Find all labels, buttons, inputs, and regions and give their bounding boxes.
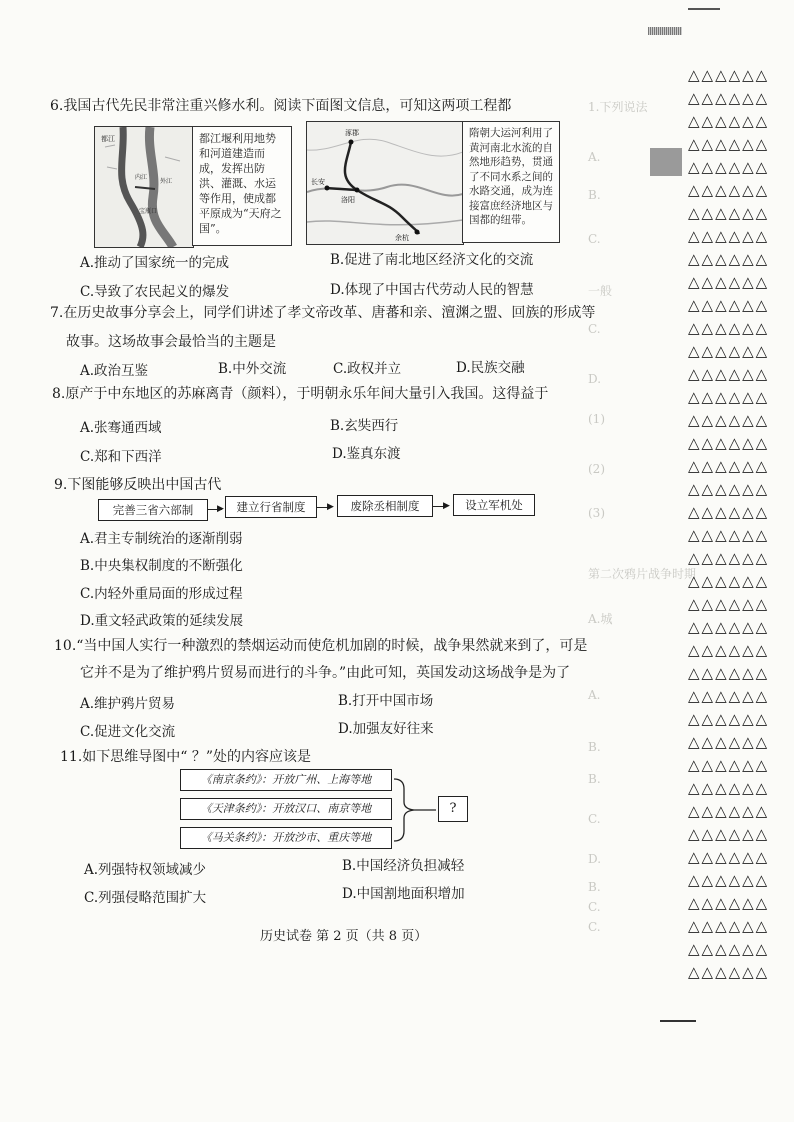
- grey-block: [650, 148, 682, 176]
- triangle-row: △△△△△△: [688, 894, 770, 912]
- mind-map-brace: [392, 769, 438, 851]
- triangle-row: △△△△△△: [688, 227, 770, 245]
- grand-canal-map: [306, 121, 464, 245]
- triangle-row: △△△△△△: [688, 411, 770, 429]
- map-label: 长安: [311, 178, 325, 186]
- triangle-row: △△△△△△: [688, 526, 770, 544]
- triangle-row: △△△△△△: [688, 940, 770, 958]
- option-d[interactable]: D.体现了中国古代劳动人民的智慧: [330, 282, 534, 298]
- triangle-row: △△△△△△: [688, 181, 770, 199]
- option-d[interactable]: D.鉴真东渡: [332, 446, 401, 462]
- mind-map-item-maguan: 《马关条约》：开放沙市、重庆等地: [180, 827, 392, 849]
- triangle-row: △△△△△△: [688, 365, 770, 383]
- bleed-text: 一般: [588, 284, 613, 298]
- bleed-text: 第二次鸦片战争时期: [588, 567, 697, 581]
- triangle-row: △△△△△△: [688, 135, 770, 153]
- option-d[interactable]: D.加强友好往来: [338, 721, 434, 737]
- scan-mark: [660, 1020, 696, 1022]
- option-c[interactable]: C.导致了农民起义的爆发: [80, 284, 230, 300]
- triangle-row: △△△△△△: [688, 848, 770, 866]
- triangle-row: △△△△△△: [688, 434, 770, 452]
- triangle-row: △△△△△△: [688, 112, 770, 130]
- bleed-text: C.: [588, 232, 601, 246]
- option-c[interactable]: C.促进文化交流: [80, 724, 176, 740]
- map-label: 余杭: [395, 234, 409, 242]
- map-label: 涿郡: [345, 129, 359, 137]
- triangle-row: △△△△△△: [688, 204, 770, 222]
- bleed-text: (1): [588, 412, 605, 426]
- triangle-row: △△△△△△: [688, 825, 770, 843]
- grand-canal-map-drawing: [307, 122, 463, 244]
- triangle-row: △△△△△△: [688, 457, 770, 475]
- question-stem: 11.如下思维导图中“ ？”处的内容应该是: [60, 749, 312, 765]
- option-b[interactable]: B.中外交流: [218, 361, 287, 377]
- triangle-row: △△△△△△: [688, 618, 770, 636]
- option-d[interactable]: D.中国割地面积增加: [342, 886, 465, 902]
- triangle-row: △△△△△△: [688, 549, 770, 567]
- bleed-text: (2): [588, 462, 605, 476]
- option-b[interactable]: B.中央集权制度的不断强化: [80, 558, 243, 574]
- triangle-row: △△△△△△: [688, 572, 770, 590]
- option-b[interactable]: B.玄奘西行: [330, 418, 399, 434]
- map-label: 都江: [101, 135, 115, 143]
- bleed-text: B.: [588, 188, 601, 202]
- triangle-row: △△△△△△: [688, 756, 770, 774]
- triangle-row: △△△△△△: [688, 963, 770, 981]
- option-c[interactable]: C.郑和下西洋: [80, 449, 162, 465]
- dujiangyan-map-drawing: [95, 127, 193, 247]
- option-c[interactable]: C.列强侵略范围扩大: [84, 890, 207, 906]
- option-b[interactable]: B.打开中国市场: [338, 693, 434, 709]
- triangle-row: △△△△△△: [688, 296, 770, 314]
- map-label: 内江: [135, 174, 148, 181]
- map-label: 外江: [160, 178, 173, 185]
- triangle-row: △△△△△△: [688, 595, 770, 613]
- bleed-text: B.: [588, 772, 601, 786]
- arrow-right-icon: ▶: [327, 502, 334, 512]
- triangle-row: △△△△△△: [688, 733, 770, 751]
- dujiangyan-map: [94, 126, 194, 248]
- option-a[interactable]: A.张骞通西域: [80, 420, 162, 436]
- grand-canal-description: 隋朝大运河利用了黄河南北水流的自然地形趋势，贯通了不同水系之间的水路交通，成为连接富庶经济地区与国都的纽带。: [462, 121, 560, 243]
- arrow-right-icon: ▶: [217, 504, 224, 514]
- option-d[interactable]: D.民族交融: [456, 360, 525, 376]
- triangle-row: △△△△△△: [688, 319, 770, 337]
- option-a[interactable]: A.君主专制统治的逐渐削弱: [80, 531, 243, 547]
- mind-map-item-tianjin: 《天津条约》：开放汉口、南京等地: [180, 798, 392, 820]
- bleed-text: C.: [588, 920, 601, 934]
- triangle-row: △△△△△△: [688, 480, 770, 498]
- map-label: 宝瓶口: [139, 208, 158, 215]
- mind-map-question-mark: ?: [438, 796, 468, 822]
- option-a[interactable]: A.维护鸦片贸易: [80, 696, 176, 712]
- option-a[interactable]: A.政治互鉴: [80, 363, 149, 379]
- triangle-row: △△△△△△: [688, 664, 770, 682]
- scan-mark: [688, 8, 720, 10]
- bleed-text: C.: [588, 322, 601, 336]
- option-b[interactable]: B.促进了南北地区经济文化的交流: [330, 252, 534, 268]
- question-stem-continued: 它并不是为了维护鸦片贸易而进行的斗争。”由此可知，英国发动这场战争是为了: [80, 665, 571, 681]
- bleed-text: (3): [588, 506, 605, 520]
- triangle-row: △△△△△△: [688, 250, 770, 268]
- triangle-row: △△△△△△: [688, 871, 770, 889]
- triangle-row: △△△△△△: [688, 273, 770, 291]
- bleed-text: D.: [588, 852, 602, 866]
- page-footer: 历史试卷 第 2 页（共 8 页）: [260, 929, 428, 944]
- bleed-text: B.: [588, 740, 601, 754]
- flow-step-3: 废除丞相制度: [337, 495, 433, 517]
- triangle-row: △△△△△△: [688, 66, 770, 84]
- question-stem: 6.我国古代先民非常注重兴修水利。阅读下面图文信息，可知这两项工程都: [50, 98, 512, 114]
- triangle-row: △△△△△△: [688, 388, 770, 406]
- scan-mark: [648, 27, 682, 35]
- option-b[interactable]: B.中国经济负担减轻: [342, 858, 465, 874]
- bleed-text: C.: [588, 900, 601, 914]
- triangle-row: △△△△△△: [688, 641, 770, 659]
- triangle-row: △△△△△△: [688, 687, 770, 705]
- bleed-text: A.: [588, 688, 601, 702]
- triangle-row: △△△△△△: [688, 158, 770, 176]
- mind-map-item-nanjing: 《南京条约》：开放广州、上海等地: [180, 769, 392, 791]
- arrow-right-icon: ▶: [443, 501, 450, 511]
- bleed-text: A.: [588, 150, 601, 164]
- option-c[interactable]: C.内轻外重局面的形成过程: [80, 586, 243, 602]
- flow-step-2: 建立行省制度: [225, 496, 317, 518]
- flow-step-1: 完善三省六部制: [98, 499, 208, 521]
- triangle-row: △△△△△△: [688, 89, 770, 107]
- flow-step-4: 设立军机处: [453, 494, 535, 516]
- triangle-row: △△△△△△: [688, 342, 770, 360]
- question-stem: 9.下图能够反映出中国古代: [54, 477, 222, 493]
- dujiangyan-description: 都江堰利用地势和河道建造而成，发挥出防洪、灌溉、水运等作用，使成都平原成为“天府之国”。: [192, 126, 292, 246]
- triangle-row: △△△△△△: [688, 779, 770, 797]
- bleed-text: C.: [588, 812, 601, 826]
- option-a[interactable]: A.列强特权领域减少: [84, 862, 207, 878]
- triangle-row: △△△△△△: [688, 802, 770, 820]
- option-a[interactable]: A.推动了国家统一的完成: [80, 255, 230, 271]
- bleed-text: D.: [588, 372, 602, 386]
- triangle-row: △△△△△△: [688, 710, 770, 728]
- option-c[interactable]: C.政权并立: [333, 361, 402, 377]
- question-stem: 8.原产于中东地区的苏麻离青（颜料），于明朝永乐年间大量引入我国。这得益于: [52, 386, 549, 402]
- question-stem: 7.在历史故事分享会上，同学们讲述了孝文帝改革、唐蕃和亲、澶渊之盟、回族的形成等: [50, 305, 596, 321]
- option-d[interactable]: D.重文轻武政策的延续发展: [80, 613, 244, 629]
- bleed-text: B.: [588, 880, 601, 894]
- triangle-row: △△△△△△: [688, 917, 770, 935]
- bleed-text: 1.下列说法: [588, 100, 648, 114]
- question-stem-continued: 故事。这场故事会最恰当的主题是: [66, 334, 276, 350]
- question-stem: 10.“当中国人实行一种激烈的禁烟运动而使危机加剧的时候，战争果然就来到了，可是: [54, 638, 588, 654]
- bleed-text: A.城: [588, 612, 613, 626]
- triangle-row: △△△△△△: [688, 503, 770, 521]
- map-label: 洛阳: [341, 196, 355, 204]
